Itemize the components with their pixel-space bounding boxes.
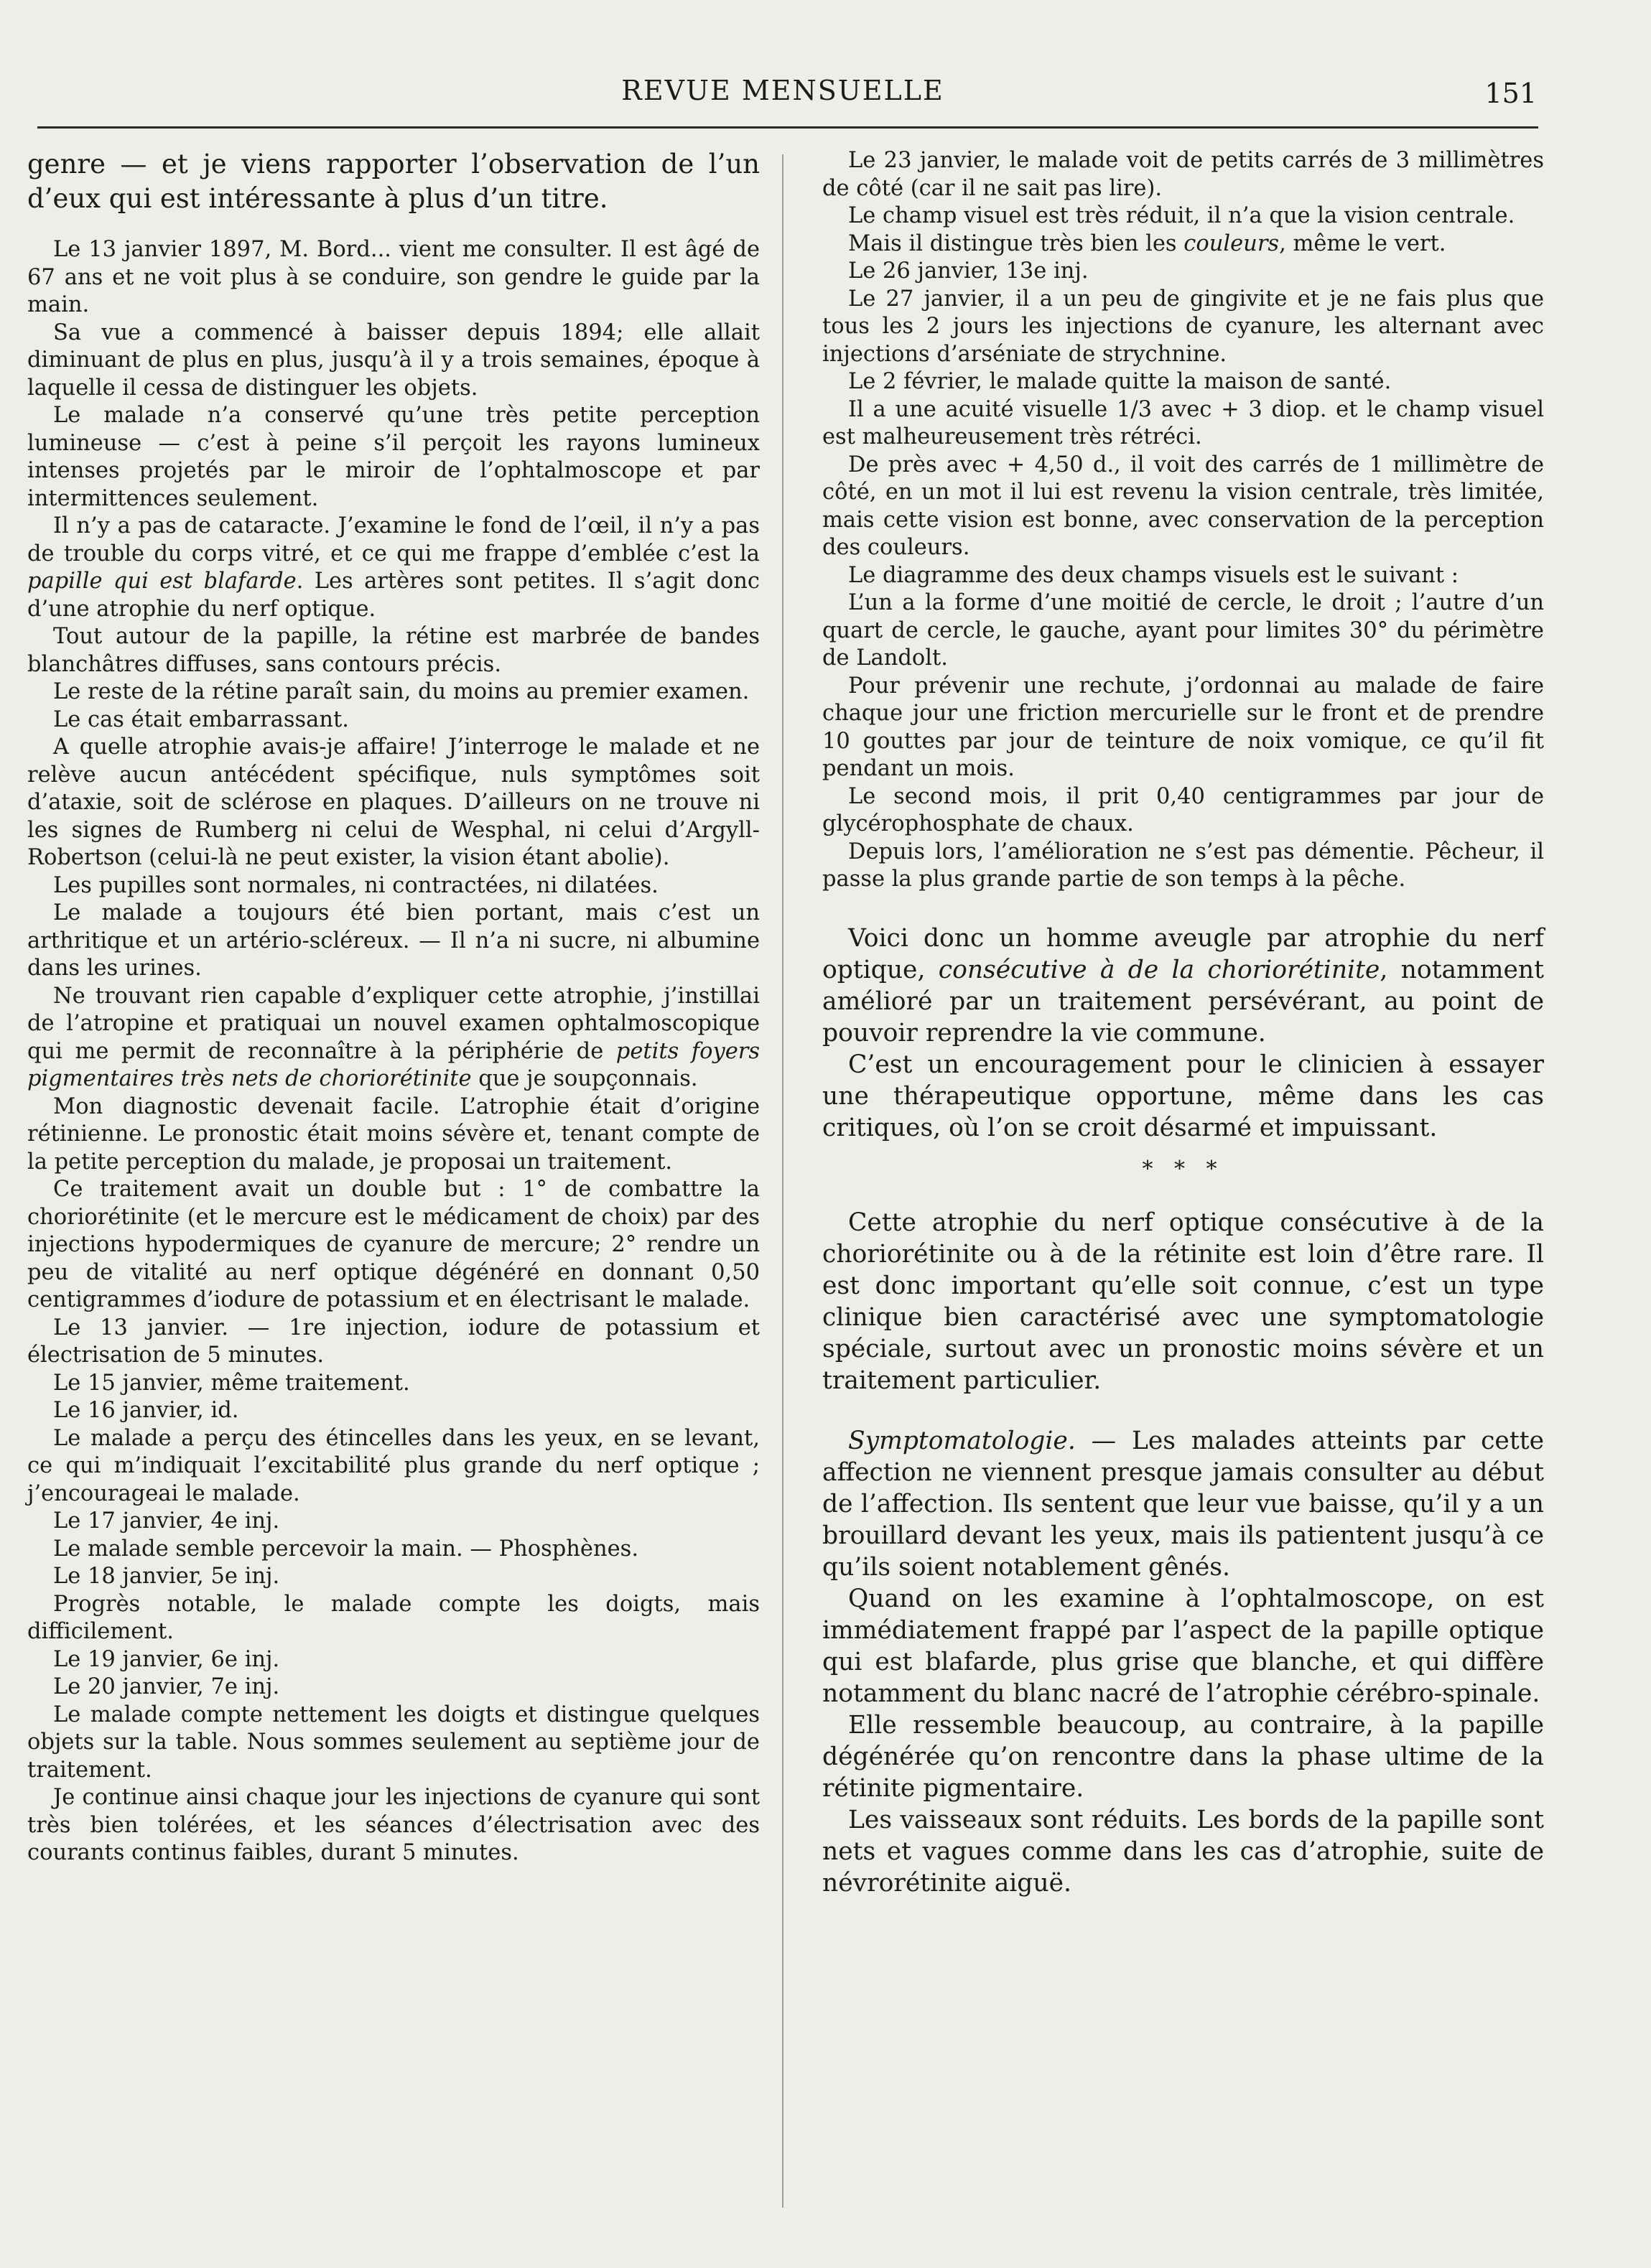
page-header — [29, 72, 1537, 115]
paragraph: Le second mois, il prit 0,40 centigrammes par jour de glycérophosphate de chaux. — [822, 783, 1544, 836]
paragraph: genre — et je viens rapporter l’observation de l’un d’eux qui est intéressante à plus d’un titre. — [27, 149, 760, 214]
paragraph: Le 23 janvier, le malade voit de petits carrés de 3 millimètres de côté (car il ne sait pas lire). — [822, 148, 1544, 201]
paragraph: Le 19 janvier, 6e inj. — [53, 1646, 280, 1672]
paragraph: Il a une acuité visuelle 1/3 avec + 3 diop. et le champ visuel est malheureusement très rétréci. — [822, 396, 1544, 449]
paragraph: Tout autour de la papille, la rétine est marbrée de bandes blanchâtres diffuses, sans contours précis. — [27, 624, 760, 677]
text: Il n’y a pas de cataracte. J’examine le fond de l’œil, il n’y a pas de trouble du corps vitré, et ce qui me frappe d’emblée c’est la — [27, 513, 760, 566]
paragraph: C’est un encouragement pour le clinicien à essayer une thérapeutique opportune, même dans les cas critiques, où l’on se croit désarmé et impuissant. — [822, 1050, 1544, 1142]
text: Voici donc un homme aveugle par atrophie du nerf optique, — [822, 923, 1544, 984]
paragraph: Depuis lors, l’amélioration ne s’est pas démentie. Pêcheur, il passe la plus grande partie de son temps à la pêche. — [822, 839, 1544, 892]
right-column — [822, 147, 1544, 1899]
paragraph: Quand on les examine à l’ophtalmoscope, on est immédiatement frappé par l’aspect de la papille optique qui est blafarde, plus grise que blanche, et qui diffère notamment du blanc nacré de l’atrophie cérébro-spinale. — [822, 1584, 1544, 1708]
paragraph: Le 16 janvier, id. — [53, 1398, 239, 1423]
paragraph: Mon diagnostic devenait facile. L’atrophie était d’origine rétinienne. Le pronostic était moins sévère et, tenant compte de la petite perception du malade, je proposai un traitement. — [27, 1093, 760, 1175]
column-divider — [782, 154, 783, 2208]
paragraph: Le diagramme des deux champs visuels est le suivant : — [848, 562, 1459, 588]
paragraph: Cette atrophie du nerf optique consécutive à de la choriorétinite ou à de la rétinite est loin d’être rare. Il est donc important qu’elle soit connue, c’est un type clinique bien caractérisé avec une symptomatologie spéciale, surtout avec un pronostic moins sévère et un traitement particulier. — [822, 1208, 1544, 1395]
paragraph — [27, 983, 760, 1093]
paragraph: Progrès notable, le malade compte les doigts, mais difficilement. — [27, 1591, 760, 1644]
paragraph: Le malade a perçu des étincelles dans les yeux, en se levant, ce qui m’indiquait l’excitabilité plus grande du nerf optique ; j’encourageai le malade. — [27, 1425, 760, 1506]
paragraph: Le cas était embarrassant. — [53, 706, 349, 732]
paragraph: Le malade n’a conservé qu’une très petite perception lumineuse — c’est à peine s’il perçoit les rayons lumineux intenses projetés par le miroir de l’ophtalmoscope et par intermittences seulement. — [27, 403, 760, 511]
section-stars: * * * — [1142, 1156, 1224, 1182]
paragraph: Le 15 janvier, même traitement. — [53, 1370, 410, 1396]
paragraph: Le 2 février, le malade quitte la maison de santé. — [848, 369, 1392, 394]
paragraph: Pour prévenir une rechute, j’ordonnai au malade de faire chaque jour une friction mercurielle sur le front et de prendre 10 gouttes par jour de teinture de noix vomique, ce qu’il fit pendant un mois. — [822, 673, 1544, 781]
paragraph: Sa vue a commencé à baisser depuis 1894; elle allait diminuant de plus en plus, jusqu’à il y a trois semaines, époque à laquelle il cessa de distinguer les objets. — [27, 319, 760, 401]
paragraph: Le malade semble percevoir la main. — Phosphènes. — [53, 1536, 639, 1562]
left-column — [27, 147, 760, 1867]
paragraph: Le malade compte nettement les doigts et distingue quelques objets sur la table. Nous sommes seulement au septième jour de traitement. — [27, 1702, 760, 1783]
text: . Les artères sont petites. Il s’agit donc d’une atrophie du nerf optique. — [27, 569, 760, 622]
paragraph: Le 13 janvier. — 1re injection, iodure de potassium et électrisation de 5 minutes. — [27, 1315, 760, 1368]
paragraph: Elle ressemble beaucoup, au contraire, à la papille dégénérée qu’on rencontre dans la phase ultime de la rétinite pigmentaire. — [822, 1710, 1544, 1803]
paragraph: L’un a la forme d’une moitié de cercle, le droit ; l’autre d’un quart de cercle, le gauche, ayant pour limites 30° du périmètre de Landolt. — [822, 590, 1544, 671]
paragraph: Le 13 janvier 1897, M. Bord... vient me consulter. Il est âgé de 67 ans et ne voit plus à se conduire, son gendre le guide par la main. — [27, 237, 760, 317]
text: Ne trouvant rien capable d’expliquer cette atrophie, j’instillai de l’atropine et pratiquai un nouvel examen ophtalmoscopique qui me permit de reconnaître à la périphérie de — [27, 983, 760, 1064]
paragraph: Je continue ainsi chaque jour les injections de cyanure qui sont très bien tolérées, et les séances d’électrisation avec des courants continus faibles, durant 5 minutes. — [27, 1785, 760, 1865]
paragraph — [822, 923, 1544, 1049]
paragraph — [822, 1425, 1544, 1583]
text: — Les malades atteints par cette affection ne viennent presque jamais consulter au début de l’affection. Ils sentent que leur vue baisse, qu’il y a un brouillard devant les yeux, mais ils patientent jusqu’à ce qu’ils soient notablement gênés. — [822, 1426, 1544, 1582]
section-heading: Symptomatologie. — [848, 1426, 1076, 1455]
paragraph: A quelle atrophie avais-je affaire! J’interroge le malade et ne relève aucun antécédent spécifique, nuls symptômes soit d’ataxie, soit de sclérose en plaques. D’ailleurs on ne trouve ni les signes de Rumberg ni celui de Wesphal, ni celui d’Argyll-Robertson (celui-là ne peut exister, la vision étant abolie). — [27, 734, 760, 870]
paragraph: Le 17 janvier, 4e inj. — [53, 1508, 280, 1534]
paragraph: Le malade a toujours été bien portant, mais c’est un arthritique et un artério-scléreux. — Il n’a ni sucre, ni albumine dans les urines. — [27, 900, 760, 981]
paragraph: Les pupilles sont normales, ni contractées, ni dilatées. — [53, 872, 659, 898]
text: , même le vert. — [1279, 230, 1446, 256]
header-rule — [37, 126, 1538, 129]
paragraph: Le reste de la rétine paraît sain, du moins au premier examen. — [53, 679, 750, 704]
paragraph: Le 26 janvier, 13e inj. — [848, 258, 1089, 284]
italic-text: papille qui est blafarde — [27, 569, 297, 594]
paragraph: Le 27 janvier, il a un peu de gingivite et je ne fais plus que tous les 2 jours les injections de cyanure, les alternant avec injections d’arséniate de strychnine. — [822, 286, 1544, 367]
italic-text: consécutive à de la choriorétinite — [938, 955, 1380, 984]
paragraph: Le 20 janvier, 7e inj. — [53, 1674, 280, 1699]
italic-text: petits foyers pigmentaires très nets de choriorétinite — [27, 1038, 760, 1091]
running-title: REVUE MENSUELLE — [621, 75, 944, 106]
paragraph: Le champ visuel est très réduit, il n’a que la vision centrale. — [848, 203, 1515, 228]
paragraph: Le 18 janvier, 5e inj. — [53, 1564, 280, 1589]
paragraph: Les vaisseaux sont réduits. Les bords de la papille sont nets et vagues comme dans les cas d’atrophie, suite de névrorétinite aiguë. — [822, 1805, 1544, 1898]
paragraph: De près avec + 4,50 d., il voit des carrés de 1 millimètre de côté, en un mot il lui est revenu la vision centrale, très limitée, mais cette vision est bonne, avec conservation de la perception des couleurs. — [822, 452, 1544, 560]
text: , notamment amélioré par un traitement persévérant, au point de pouvoir reprendre la vie commune. — [822, 955, 1544, 1047]
italic-text: couleurs — [1183, 230, 1280, 256]
text: Mais il distingue très bien les — [848, 230, 1184, 256]
page-number: 151 — [1484, 78, 1537, 109]
paragraph — [27, 513, 760, 623]
text: que je soupçonnais. — [471, 1066, 698, 1091]
paragraph — [822, 230, 1544, 258]
paragraph: Ce traitement avait un double but : 1° de combattre la choriorétinite (et le mercure est le médicament de choix) par des injections hypodermiques de cyanure de mercure; 2° rendre un peu de vitalité au nerf optique dégénéré en donnant 0,50 centigrammes d’iodure de potassium et en électrisant le malade. — [27, 1177, 760, 1312]
